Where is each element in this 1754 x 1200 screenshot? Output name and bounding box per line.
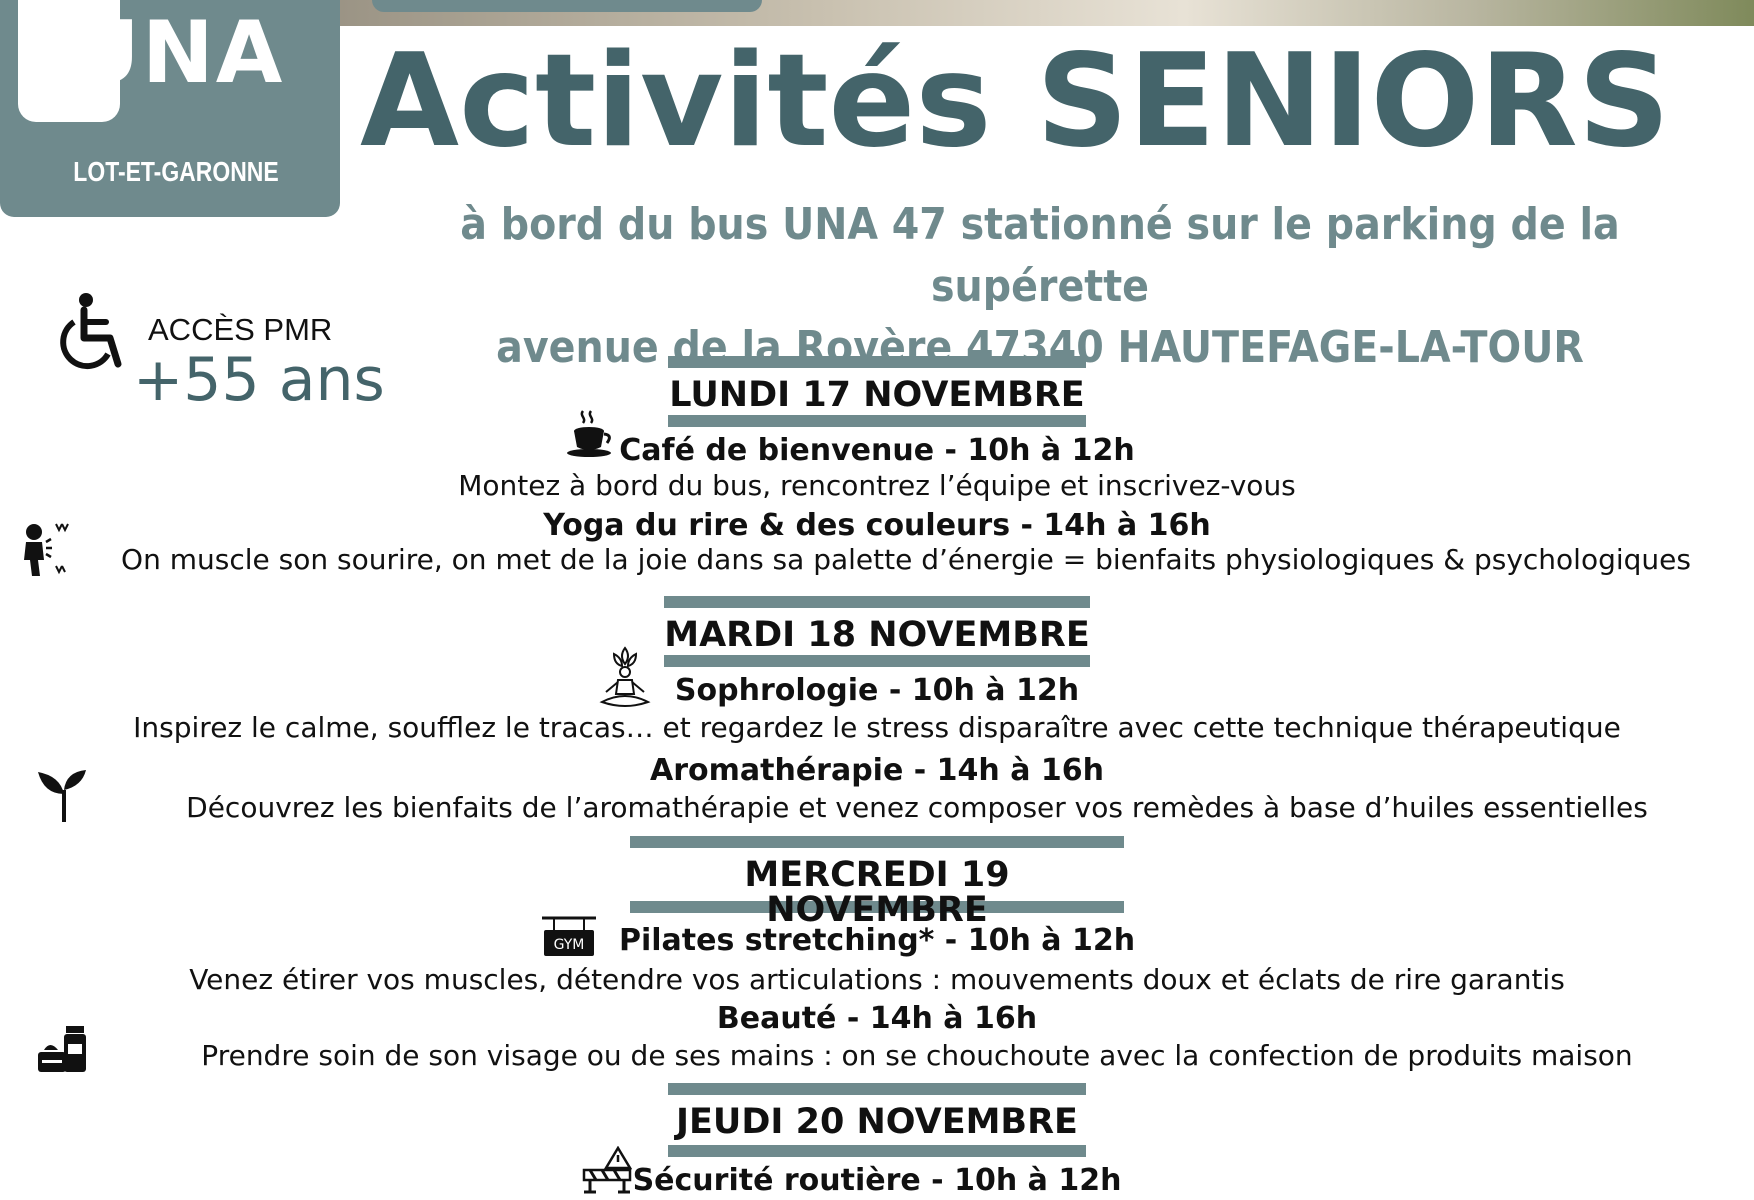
page-subtitle (360, 194, 1720, 379)
activity-title: Sophrologie - 10h à 12h (674, 673, 1080, 708)
logo-region: LOT-ET-GARONNE (73, 156, 279, 187)
activity-title: Pilates stretching* - 10h à 12h (618, 923, 1136, 958)
logo-text: UNA (70, 3, 285, 103)
activity-description: On muscle son sourire, on met de la joie dans sa palette d’énergie = bienfaits physiologiques & psychologiques (121, 543, 1691, 576)
activity-description: Inspirez le calme, soufflez le tracas… et regardez le stress disparaître avec cette technique thérapeutique (133, 711, 1621, 744)
activity-description: Prendre soin de son visage ou de ses mains : on se chouchoute avec la confection de produits maison (201, 1039, 1633, 1072)
photo-tab-decoration (372, 0, 762, 12)
activity-description: Découvrez les bienfaits de l’aromathérapie et venez composer vos remèdes à base d’huiles essentielles (186, 791, 1648, 824)
activity-title: Yoga du rire & des couleurs - 14h à 16h (543, 508, 1211, 543)
day-header-wednesday: MERCREDI 19 NOVEMBRE (630, 836, 1124, 913)
activity-title: Café de bienvenue - 10h à 12h (619, 433, 1135, 468)
day-header-monday: LUNDI 17 NOVEMBRE (668, 356, 1086, 427)
activity-title: Aromathérapie - 14h à 16h (650, 753, 1104, 788)
activity-title: Beauté - 14h à 16h (716, 1001, 1038, 1036)
day-header-thursday: JEUDI 20 NOVEMBRE (668, 1083, 1086, 1157)
pmr-access-label: ACCÈS PMR (148, 312, 333, 347)
subtitle-line-2: avenue de la Rovère 47340 HAUTEFAGE-LA-TOUR (496, 322, 1584, 374)
activity-description: Venez étirer vos muscles, détendre vos articulations : mouvements doux et éclats de rire garantis (189, 963, 1565, 996)
activity-title: Sécurité routière - 10h à 12h (632, 1163, 1122, 1198)
subtitle-line-1: à bord du bus UNA 47 stationné sur le parking de la supérette (460, 199, 1620, 312)
wheelchair-icon (54, 292, 130, 376)
activity-description: Montez à bord du bus, rencontrez l’équipe et inscrivez-vous (458, 469, 1296, 502)
page-title: Activités SENIORS (360, 27, 1670, 176)
day-header-tuesday: MARDI 18 NOVEMBRE (664, 596, 1090, 667)
gym-sign-text: GYM (553, 937, 585, 953)
age-requirement: +55 ans (133, 345, 385, 415)
